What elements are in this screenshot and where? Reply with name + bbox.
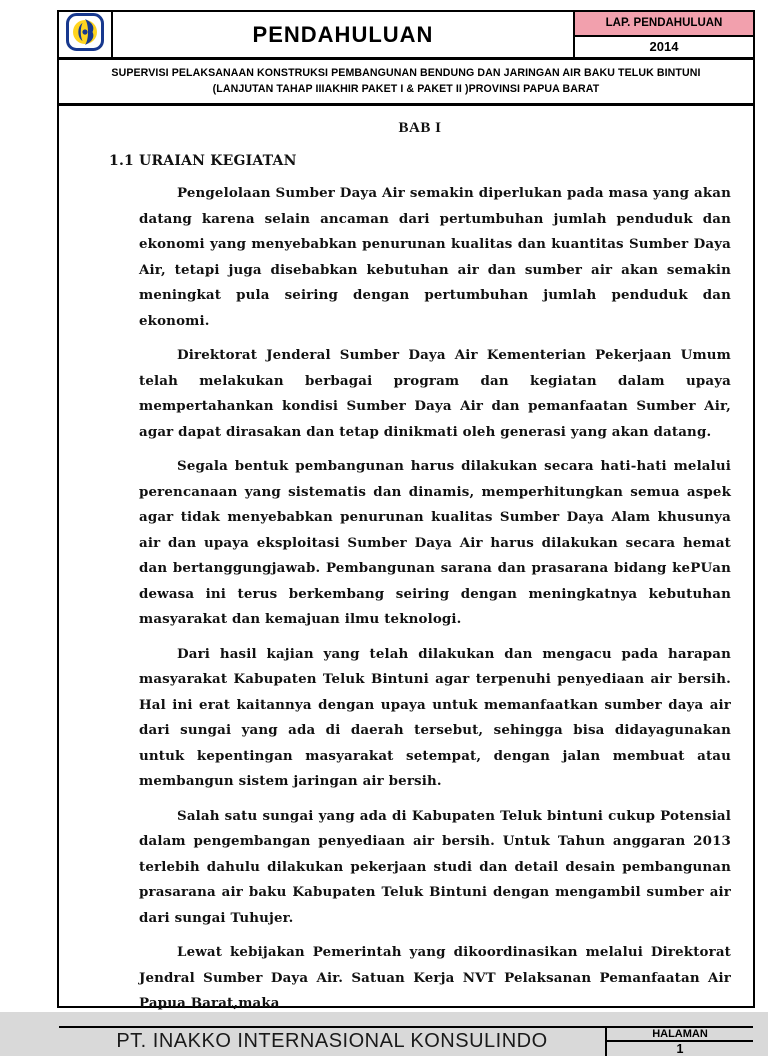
paragraph: Salah satu sungai yang ada di Kabupaten Teluk bintuni cukup Potensial dalam pengembangan penyediaan air bersih. Untuk Tahun anggaran 2013 terlebih dahulu dilakukan pekerjaan studi dan detail desain pembangunan prasarana air baku Kabupaten Teluk Bintuni dengan mengambil sumber air dari sungai Tuhujer. [139, 807, 731, 926]
project-subtitle-line2: (LANJUTAN TAHAP IIIAKHIR PAKET I & PAKET II )PROVINSI PAPUA BARAT [212, 83, 600, 95]
report-label-cell [573, 12, 753, 57]
logo-cell [59, 12, 113, 57]
page-number-cell [605, 1028, 753, 1056]
paragraph: Pengelolaan Sumber Daya Air semakin diperlukan pada masa yang akan datang karena selain ancaman dari pertumbuhan jumlah penduduk dan ekonomi yang menyebabkan penurunan kualitas dan kuantitas Sumber Daya Air, tetapi juga disebabkan kebutuhan air dan sumber air akan semakin meningkat pula seiring dengan pertumbuhan jumlah penduduk dan ekonomi. [139, 185, 731, 329]
project-subtitle-line1: SUPERVISI PELAKSANAAN KONSTRUKSI PEMBANGUNAN BENDUNG DAN JARINGAN AIR BAKU TELUK BINTUNI [111, 67, 701, 79]
report-year: 2014 [649, 39, 679, 55]
project-subtitle [59, 60, 753, 106]
page-frame [57, 10, 755, 1056]
paragraph: Lewat kebijakan Pemerintah yang dikoordinasikan melalui Direktorat Jendral Sumber Daya Air. Satuan Kerja NVT Pelaksanan Pemanfaatan Air Papua Barat,maka [139, 944, 731, 1011]
company-name: PT. INAKKO INTERNASIONAL KONSULINDO [116, 1030, 548, 1052]
page-title: PENDAHULUAN [252, 21, 434, 47]
paragraph: Segala bentuk pembangunan harus dilakukan secara hati-hati melalui perencanaan yang sistematis dan dinamis, memperhitungkan semua aspek agar tidak menyebabkan penurunan kualitas Sumber Daya Alam khusunya air dan upaya eksploitasi Sumber Daya Air harus dilakukan secara hemat dan bertanggungjawab. Pembangunan sarana dan prasarana bidang kePUan dewasa ini terus berkembang seiring dengan meningkatnya kebutuhan masyarakat dan kemajuan ilmu teknologi. [139, 458, 731, 627]
document-body [59, 106, 753, 1026]
page-number-value: 1 [676, 1041, 684, 1056]
kementerian-pu-logo-icon [65, 12, 105, 57]
footer [59, 1026, 753, 1056]
title-cell [113, 12, 573, 57]
page-number-label: HALAMAN [607, 1028, 753, 1042]
chapter-heading: BAB I [398, 120, 442, 136]
section-heading: 1.1 URAIAN KEGIATAN [109, 153, 297, 169]
paragraph: Dari hasil kajian yang telah dilakukan dan mengacu pada harapan masyarakat Kabupaten Teluk Bintuni agar terpenuhi penyediaan air bersih. Hal ini erat kaitannya dengan upaya untuk memanfaatkan sumber daya air dari sungai yang ada di daerah tersebut, sehingga bisa didayagunakan untuk kepentingan masyarakat setempat, dengan jalan membuat atau membangun sistem jaringan air bersih. [139, 645, 731, 789]
paragraph: Direktorat Jenderal Sumber Daya Air Kementerian Pekerjaan Umum telah melakukan berbagai program dan kegiatan dalam upaya mempertahankan kondisi Sumber Daya Air dan pemanfaatan Sumber Air, agar dapat dirasakan dan tetap dinikmati oleh generasi yang akan datang. [139, 347, 731, 440]
report-type-badge: LAP. PENDAHULUAN [575, 12, 753, 37]
header [59, 12, 753, 60]
